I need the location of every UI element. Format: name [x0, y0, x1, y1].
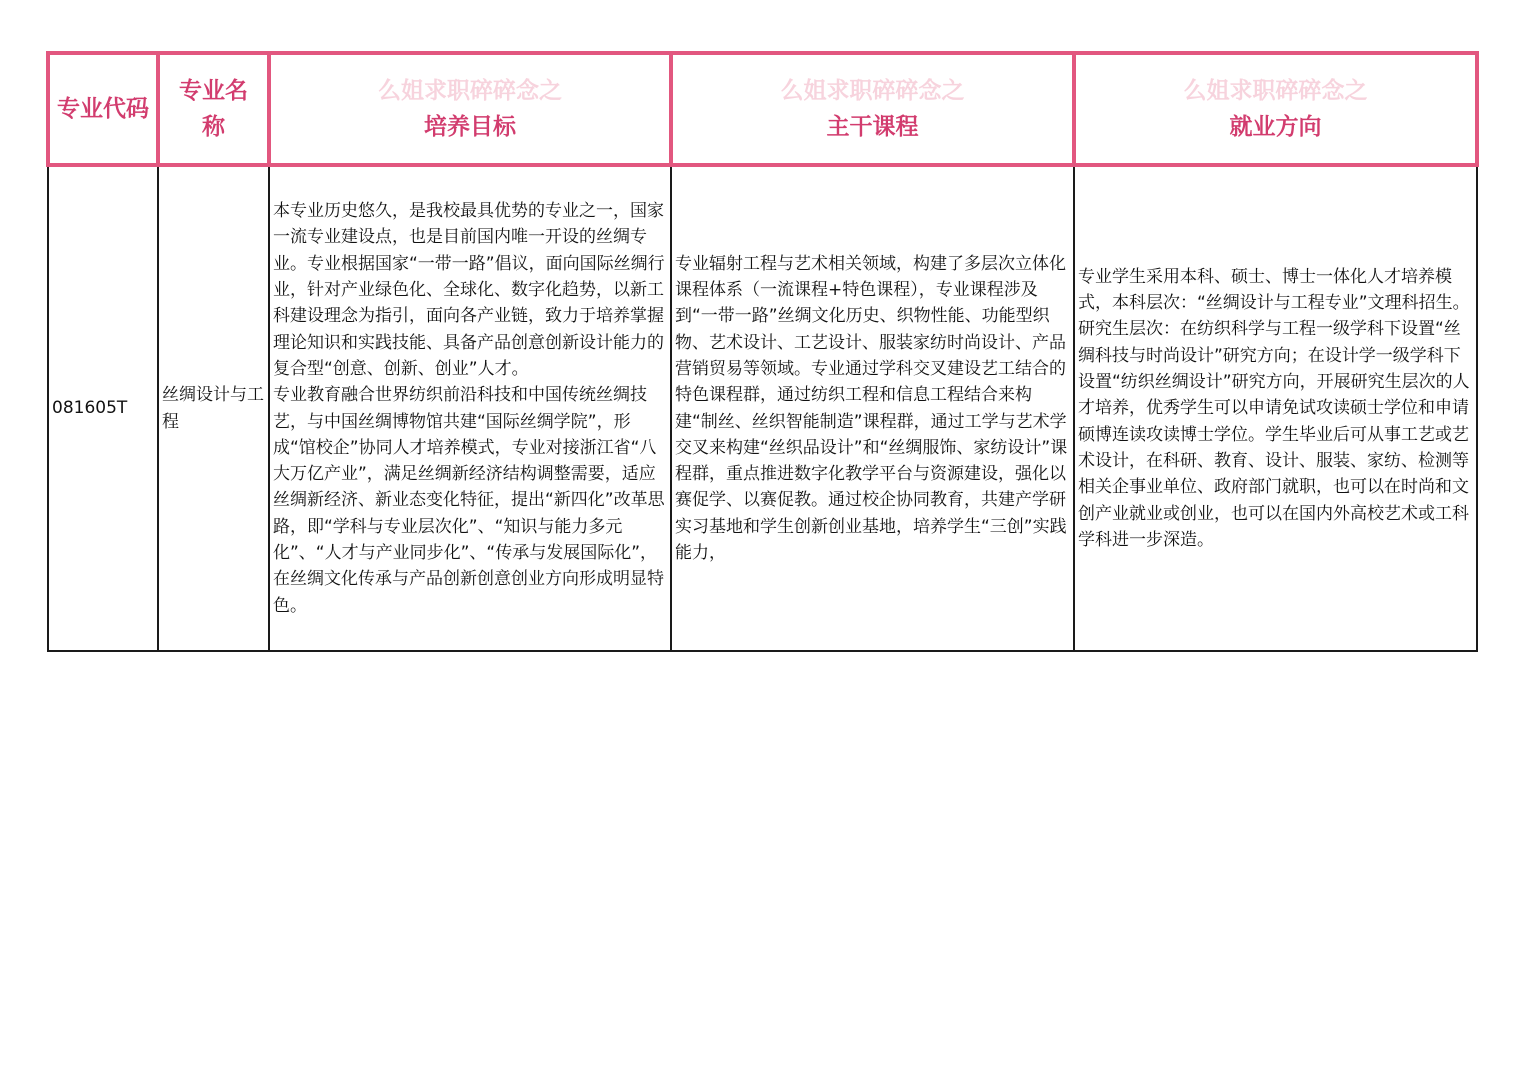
header-goal-watermark: 么姐求职碎碎念之 [378, 78, 562, 104]
header-course [671, 53, 1074, 165]
header-goal-label: 培养目标 [424, 114, 516, 140]
cell-career-direction: 专业学生采用本科、硕士、博士一体化人才培养模式，本科层次：“丝绸设计与工程专业”文理科招生。研究生层次：在纺织科学与工程一级学科下设置“丝绸科技与时尚设计”研究方向；在设计学一级学科下设置“纺织丝绸设计”研究方向，开展研究生层次的人才培养，优秀学生可以申请免试攻读硕士学位和申请硕博连读攻读博士学位。学生毕业后可从事工艺或艺术设计，在科研、教育、设计、服装、家纺、检测等相关企事业单位、政府部门就职，也可以在时尚和文创产业就业或创业，也可以在国内外高校艺术或工科学科进一步深造。 [1074, 165, 1477, 651]
header-name: 专业名称 [158, 53, 269, 165]
header-code: 专业代码 [48, 53, 158, 165]
major-info-sheet [46, 51, 1475, 652]
cell-major-name: 丝绸设计与工程 [158, 165, 269, 651]
header-career [1074, 53, 1477, 165]
training-goal-paragraph-2: 专业教育融合世界纺织前沿科技和中国传统丝绸技艺，与中国丝绸博物馆共建“国际丝绸学院”，形成“馆校企”协同人才培养模式，专业对接浙江省“八大万亿产业”，满足丝绸新经济结构调整需要，适应丝绸新经济、新业态变化特征，提出“新四化”改革思路，即“学科与专业层次化”、“知识与能力多元化”、“人才与产业同步化”、“传承与发展国际化”，在丝绸文化传承与产品创新创意创业方向形成明显特色。 [273, 385, 665, 616]
cell-major-code: 081605T [48, 165, 158, 651]
header-row [48, 53, 1477, 165]
header-career-label: 就业方向 [1229, 114, 1322, 140]
header-course-label: 主干课程 [826, 114, 919, 140]
cell-training-goal [269, 165, 671, 651]
training-goal-paragraph-1: 本专业历史悠久，是我校最具优势的专业之一，国家一流专业建设点，也是目前国内唯一开设的丝绸专业。专业根据国家“一带一路”倡议，面向国际丝绸行业，针对产业绿色化、全球化、数字化趋势，以新工科建设理念为指引，面向各产业链，致力于培养掌握理论知识和实践技能、具备产品创意创新设计能力的复合型“创意、创新、创业”人才。 [273, 201, 665, 379]
header-career-watermark: 么姐求职碎碎念之 [1183, 78, 1368, 104]
header-goal [269, 53, 671, 165]
cell-main-courses: 专业辐射工程与艺术相关领域，构建了多层次立体化课程体系（一流课程+特色课程），专业课程涉及到“一带一路”丝绸文化历史、织物性能、功能型织物、艺术设计、工艺设计、服装家纺时尚设计、产品营销贸易等领域。专业通过学科交叉建设艺工结合的特色课程群，通过纺织工程和信息工程结合来构建“制丝、丝织智能制造”课程群，通过工学与艺术学交叉来构建“丝织品设计”和“丝绸服饰、家纺设计”课程群，重点推进数字化教学平台与资源建设，强化以赛促学、以赛促教。通过校企协同教育，共建产学研实习基地和学生创新创业基地，培养学生“三创”实践能力， [671, 165, 1074, 651]
table-row [48, 165, 1477, 651]
major-table [46, 51, 1479, 652]
header-course-watermark: 么姐求职碎碎念之 [780, 78, 965, 104]
